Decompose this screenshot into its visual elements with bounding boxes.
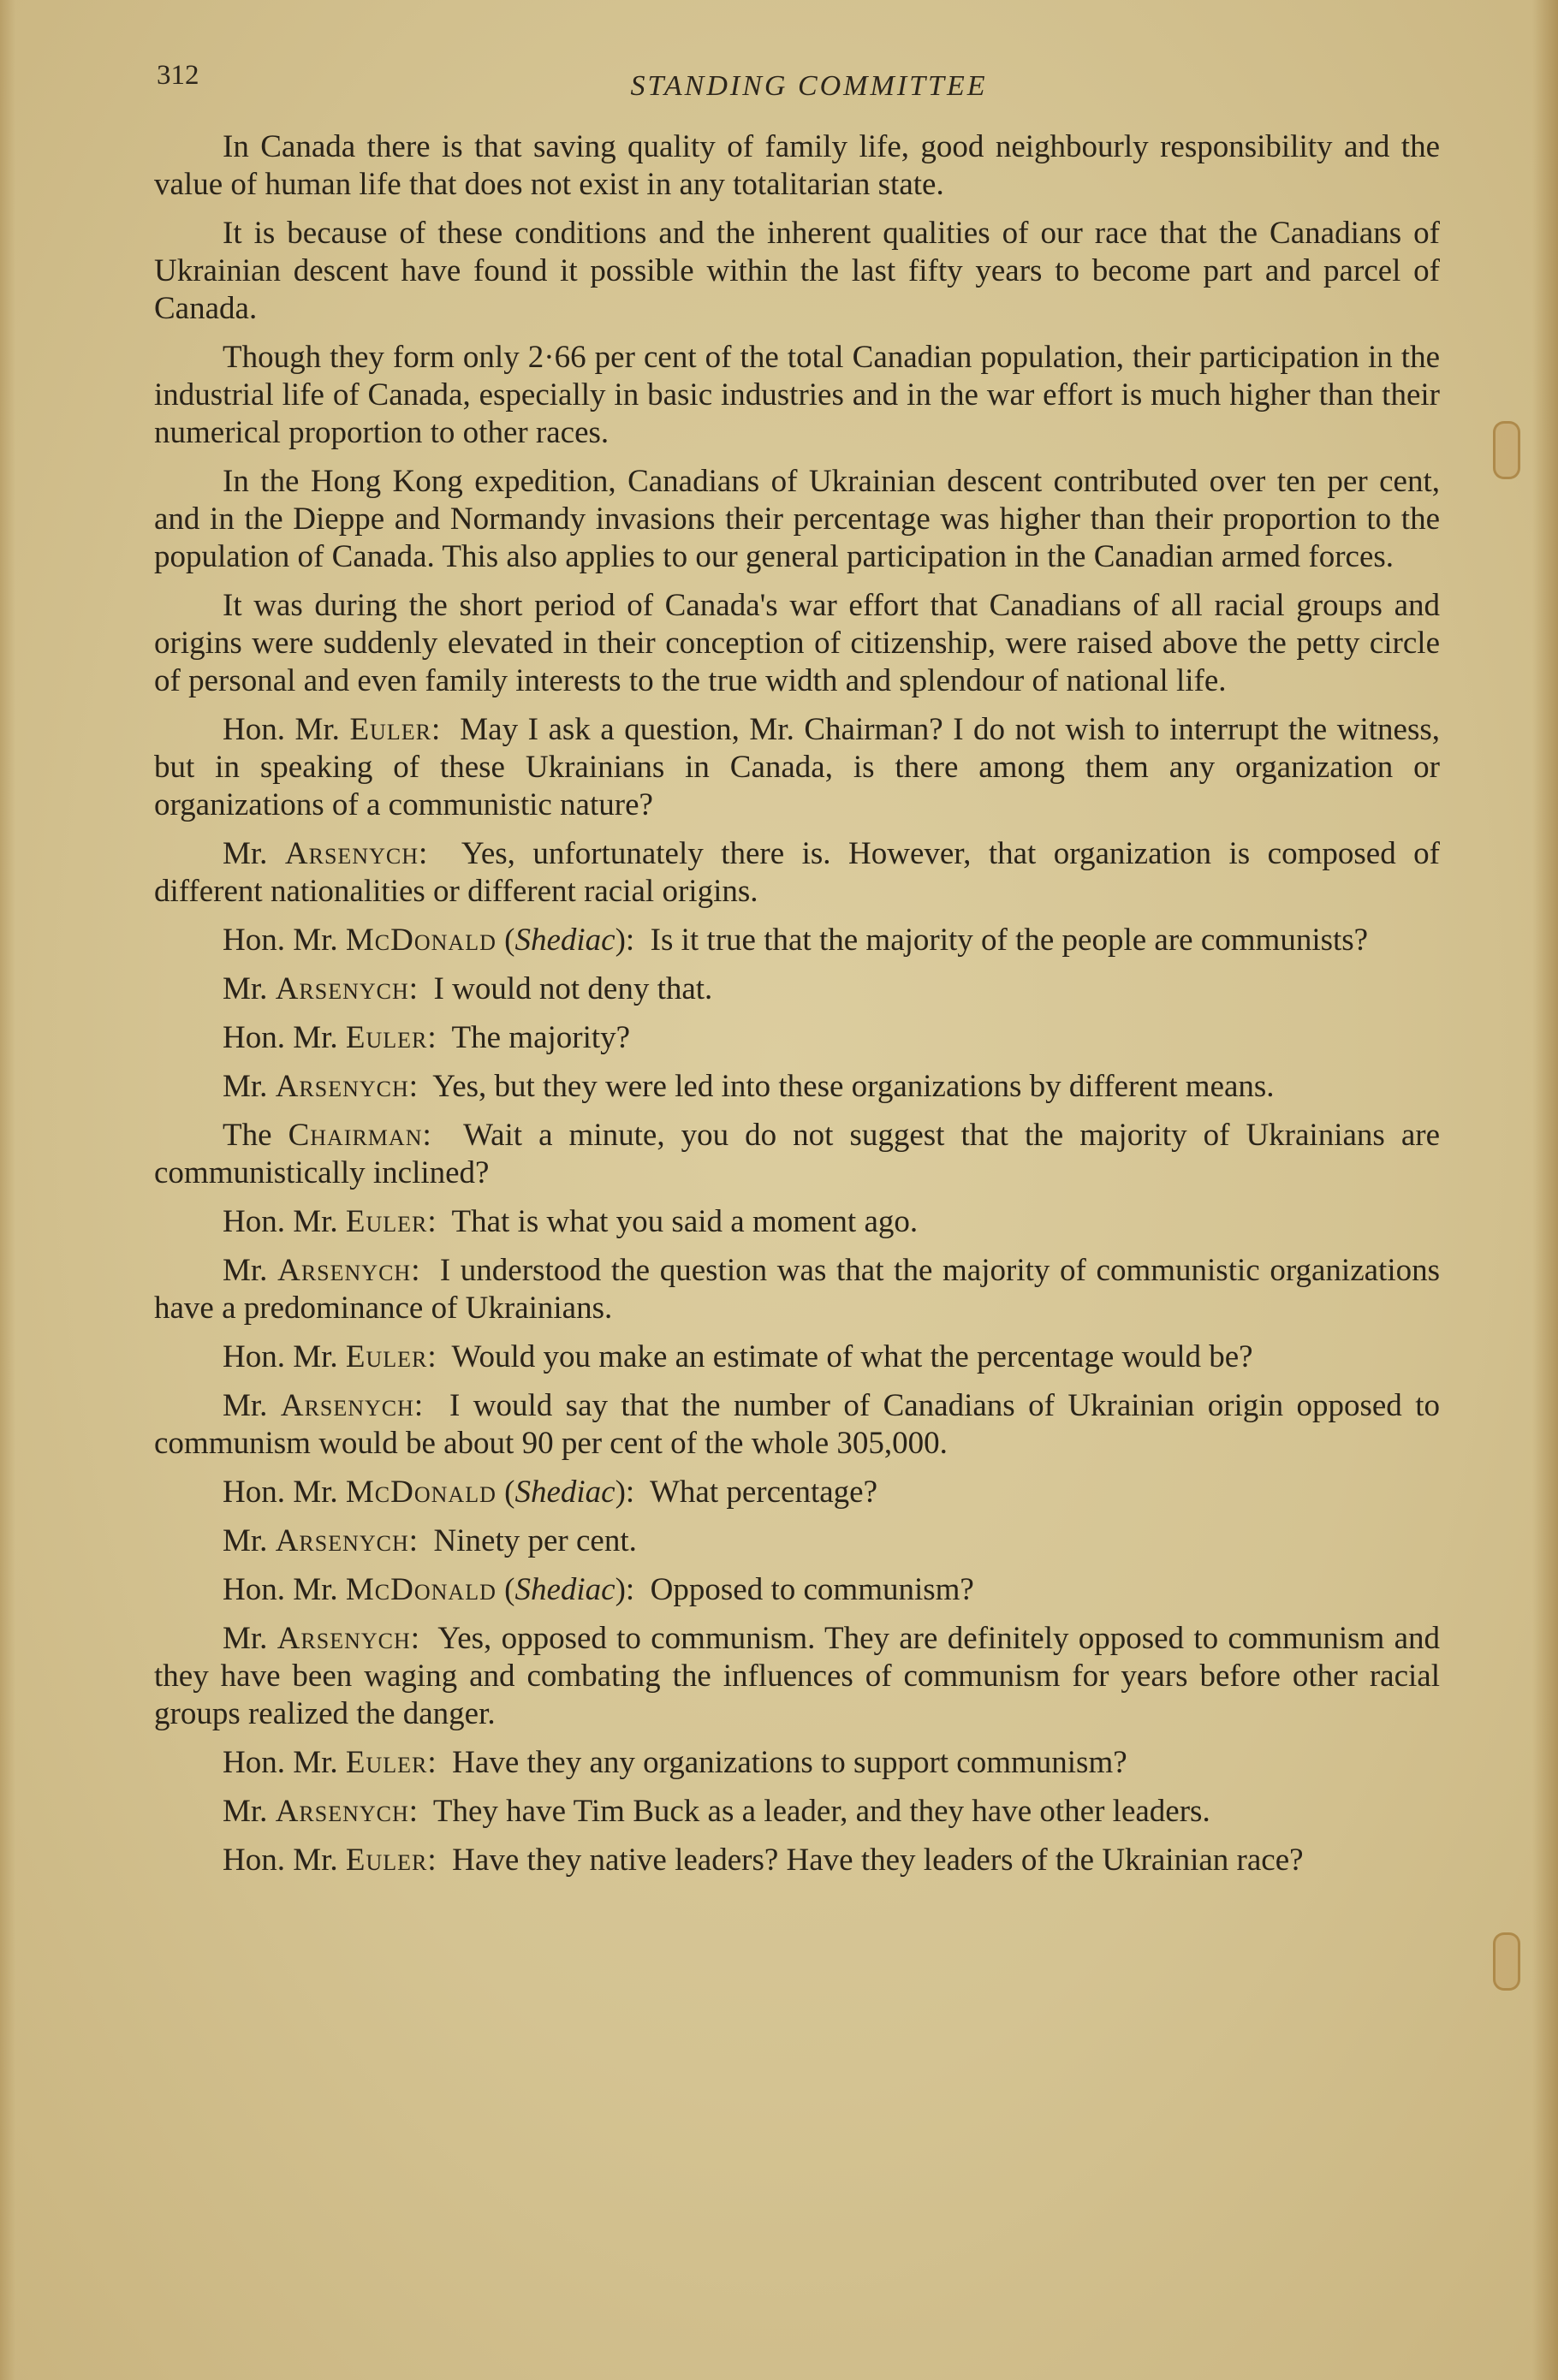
speaker-title: Mr. [223,1069,276,1104]
speaker-name: Euler [345,1745,428,1780]
paragraph: In the Hong Kong expedition, Canadians of Ukrainian descent contributed over ten per cent, and in the Dieppe and Normandy invasions their percentage was higher than their proportion to the population of Canada. This also applies to our general participation in the Canadian armed forces. [154,464,1440,574]
speech-text: Is it true that the majority of the people are communists? [650,923,1369,958]
dialogue-entry: Hon. Mr. McDonald (Shediac): Is it true that the majority of the people are communists? [223,923,1369,958]
speaker-name: Euler [345,1204,428,1239]
binding-clip-mark [1493,421,1520,479]
dialogue-entry: Hon. Mr. Euler: The majority? [223,1020,631,1055]
speaker-qualifier: Shediac [514,923,615,958]
speaker-name: Arsenych [275,1523,409,1558]
speech-text: What percentage? [650,1475,878,1510]
speech-text: I would say that the number of Canadians of Ukrainian origin opposed to communism would be about 90 per cent of the whole 305,000. [154,1388,1441,1461]
dialogue-entry: The Chairman: Wait a minute, you do not suggest that the majority of Ukrainians are communistically inclined? [154,1118,1440,1190]
speech-text: Have they native leaders? Have they leaders of the Ukrainian race? [452,1843,1304,1878]
speaker-title: Hon. Mr. [223,1339,346,1374]
speech-text: Yes, but they were led into these organizations by different means. [432,1069,1275,1104]
speech-text: Wait a minute, you do not suggest that the majority of Ukrainians are communistically inclined? [154,1118,1440,1190]
dialogue-entry: Mr. Arsenych: Yes, but they were led into these organizations by different means. [223,1069,1275,1104]
dialogue-entry: Mr. Arsenych: Ninety per cent. [223,1523,637,1558]
dialogue-entry: Hon. Mr. McDonald (Shediac): Opposed to communism? [223,1572,974,1607]
speech-text: Yes, opposed to communism. They are definitely opposed to communism and they have been waging and combating the influences of communism for years before other racial groups realized the danger. [154,1621,1440,1731]
binding-clip-mark [1493,1932,1520,1991]
speaker-title: Hon. Mr. [223,1475,346,1510]
speaker-name: Euler [349,712,431,747]
speaker-name: Arsenych [275,971,409,1006]
speaker-name: Arsenych [284,836,419,871]
speech-text: The majority? [451,1020,631,1055]
speaker-title: Hon. Mr. [223,1020,346,1055]
paragraph: It was during the short period of Canada's war effort that Canadians of all racial groups and origins were suddenly elevated in their conception of citizenship, were raised above the petty circle of personal and even family interests to the true width and splendour of national life. [154,588,1440,698]
speaker-name: McDonald [345,1475,497,1510]
page-number: 312 [157,60,199,91]
speaker-title: Hon. Mr. [223,923,346,958]
speech-text: Ninety per cent. [433,1523,637,1558]
speaker-title: Mr. [223,1621,277,1656]
speech-text: Opposed to communism? [650,1572,974,1607]
speaker-name: Arsenych [275,1794,409,1829]
speaker-name: Euler [345,1020,428,1055]
speaker-name: Arsenych [277,1253,412,1288]
speech-text: I understood the question was that the majority of communistic organizations have a predominance of Ukrainians. [154,1253,1441,1326]
speech-text: That is what you said a moment ago. [451,1204,919,1239]
speaker-title: Mr. [223,836,285,871]
speaker-qualifier: Shediac [514,1572,615,1607]
dialogue-entry: Hon. Mr. Euler: Have they native leaders? Have they leaders of the Ukrainian race? [223,1843,1304,1878]
speaker-title: Mr. [223,971,276,1006]
speech-text: They have Tim Buck as a leader, and they have other leaders. [432,1794,1210,1829]
dialogue-entry: Hon. Mr. Euler: That is what you said a moment ago. [223,1204,919,1239]
speaker-title: Mr. [223,1253,278,1288]
speaker-name: Arsenych [277,1621,411,1656]
speaker-name: McDonald [345,923,497,958]
speaker-title: Hon. Mr. [223,1843,346,1878]
speaker-title: Mr. [223,1523,276,1558]
speaker-name: Chairman [288,1118,423,1153]
dialogue-entry: Mr. Arsenych: They have Tim Buck as a leader, and they have other leaders. [223,1794,1210,1829]
speech-text: Have they any organizations to support communism? [452,1745,1127,1780]
speaker-name: Euler [345,1843,428,1878]
dialogue-entry: Mr. Arsenych: Yes, unfortunately there is. However, that organization is composed of different nationalities or different racial origins. [154,836,1440,909]
running-head: STANDING COMMITTEE [630,70,988,102]
speaker-name: Arsenych [275,1069,409,1104]
dialogue-entry: Hon. Mr. Euler: Have they any organizations to support communism? [223,1745,1127,1780]
speech-text: Would you make an estimate of what the percentage would be? [451,1339,1253,1374]
dialogue-entry: Hon. Mr. McDonald (Shediac): What percentage? [223,1475,878,1510]
dialogue-entry: Mr. Arsenych: I would say that the number of Canadians of Ukrainian origin opposed to communism would be about 90 per cent of the whole 305,000. [154,1388,1441,1461]
speaker-name: Arsenych [280,1388,414,1423]
dialogue-entry: Mr. Arsenych: Yes, opposed to communism. They are definitely opposed to communism and they have been waging and combating the influences of communism for years before other racial groups realized the danger. [154,1621,1440,1731]
speaker-title: Hon. Mr. [223,1204,346,1239]
paragraph: Though they form only 2·66 per cent of the total Canadian population, their participation in the industrial life of Canada, especially in basic industries and in the war effort is much higher than their numerical proportion to other races. [154,340,1440,450]
speaker-title: Hon. Mr. [223,1572,346,1607]
speaker-title: Hon. Mr. [223,1745,346,1780]
dialogue-entry: Mr. Arsenych: I understood the question was that the majority of communistic organizations have a predominance of Ukrainians. [154,1253,1441,1326]
speaker-title: Mr. [223,1388,281,1423]
paragraph: It is because of these conditions and the inherent qualities of our race that the Canadians of Ukrainian descent have found it possible within the last fifty years to become part and parcel of Canada. [154,216,1440,326]
body-text [154,128,1440,1890]
dialogue-entry: Mr. Arsenych: I would not deny that. [223,971,713,1006]
dialogue-entry: Hon. Mr. Euler: May I ask a question, Mr. Chairman? I do not wish to interrupt the witness, but in speaking of these Ukrainians in Canada, is there among them any organization or organizations of a communistic nature? [154,712,1440,822]
speech-text: Yes, unfortunately there is. However, that organization is composed of different nationalities or different racial origins. [154,836,1440,909]
page-left-edge-shadow [0,0,15,2380]
speaker-title: Mr. [223,1794,276,1829]
speaker-title: The [223,1118,288,1153]
speech-text: I would not deny that. [433,971,713,1006]
speaker-name: McDonald [345,1572,497,1607]
speaker-title: Hon. Mr. [223,712,350,747]
speaker-qualifier: Shediac [514,1475,615,1510]
dialogue-entry: Hon. Mr. Euler: Would you make an estimate of what the percentage would be? [223,1339,1253,1374]
paragraph: In Canada there is that saving quality of family life, good neighbourly responsibility and the value of human life that does not exist in any totalitarian state. [154,129,1440,202]
speech-text: May I ask a question, Mr. Chairman? I do not wish to interrupt the witness, but in speaking of these Ukrainians in Canada, is there among them any organization or organizations of a communistic nature? [154,712,1440,822]
speaker-name: Euler [345,1339,428,1374]
page-right-edge-shadow [1532,0,1558,2380]
